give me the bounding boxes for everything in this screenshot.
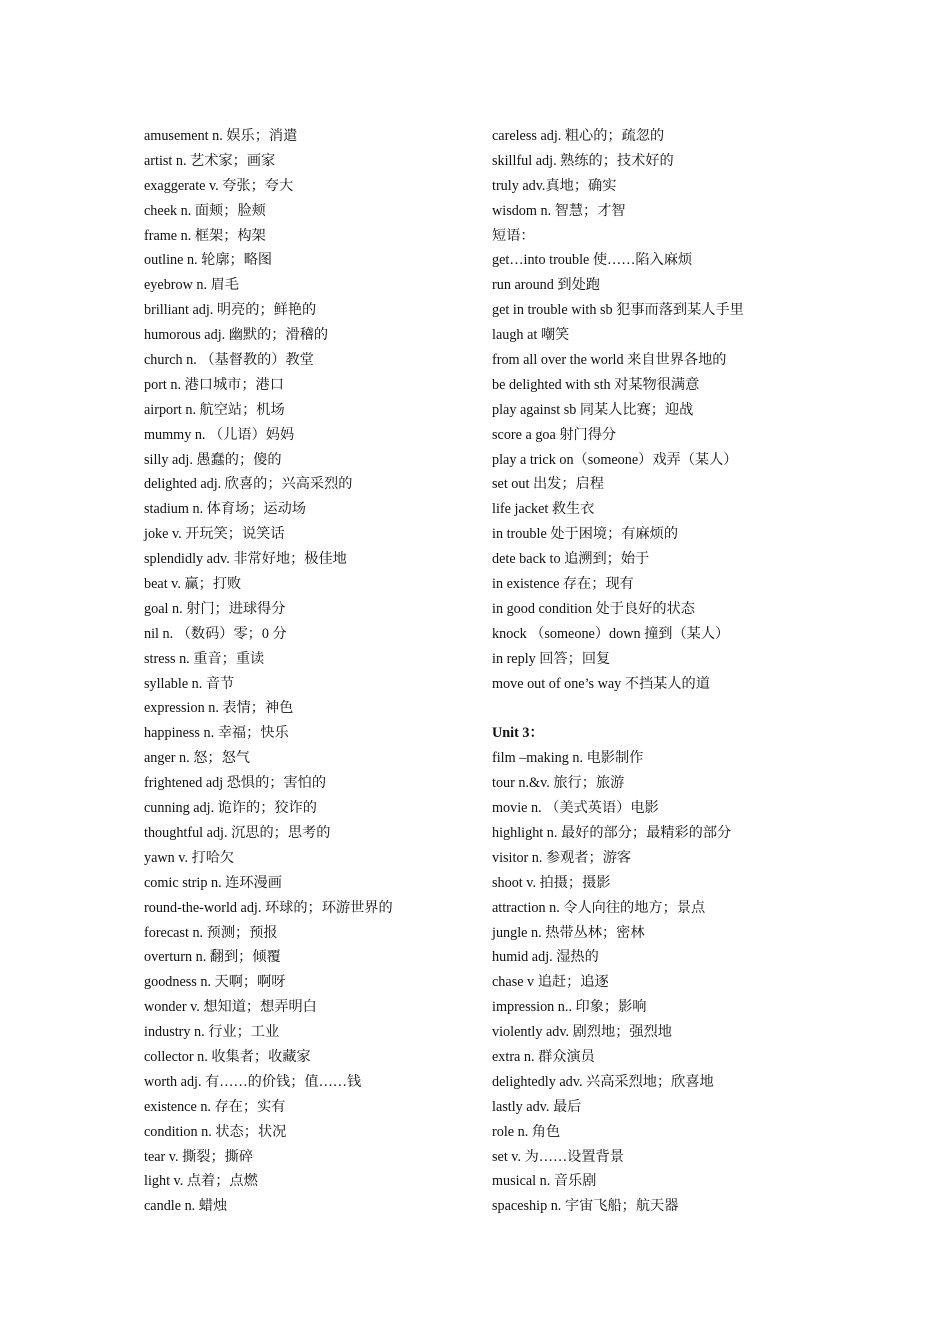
vocabulary-entry: airport n. 航空站；机场 (144, 401, 285, 418)
vocabulary-entry: light v. 点着；点燃 (144, 1173, 258, 1190)
vocabulary-entry: chase v 追赶；追逐 (492, 974, 609, 991)
vocabulary-entry: anger n. 怒；怒气 (144, 750, 250, 767)
vocabulary-entry: goodness n. 天啊；啊呀 (144, 974, 286, 991)
vocabulary-entry: score a goa 射门得分 (492, 426, 617, 443)
vocabulary-entry: jungle n. 热带丛林；密林 (492, 924, 645, 941)
vocabulary-entry: existence n. 存在；实有 (144, 1098, 286, 1115)
vocabulary-entry: brilliant adj. 明亮的；鲜艳的 (144, 302, 317, 319)
vocabulary-entry: port n. 港口城市；港口 (144, 376, 284, 393)
vocabulary-column-left (144, 124, 474, 1219)
vocabulary-entry: highlight n. 最好的部分；最精彩的部分 (492, 824, 732, 841)
vocabulary-entry: visitor n. 参观者；游客 (492, 849, 632, 866)
vocabulary-entry: spaceship n. 宇宙飞船；航天器 (492, 1198, 679, 1215)
vocabulary-entry: cunning adj. 诡诈的；狡诈的 (144, 800, 317, 817)
vocabulary-column-right (492, 124, 912, 1219)
vocabulary-entry: run around 到处跑 (492, 277, 600, 294)
vocabulary-entry: in trouble 处于困境；有麻烦的 (492, 526, 679, 543)
vocabulary-entry: shoot v. 拍摄；摄影 (492, 874, 611, 891)
vocabulary-entry: happiness n. 幸福；快乐 (144, 725, 289, 742)
vocabulary-entry: set out 出发；启程 (492, 476, 604, 493)
vocabulary-entry: get…into trouble 使……陷入麻烦 (492, 252, 693, 269)
vocabulary-entry: syllable n. 音节 (144, 675, 235, 692)
vocabulary-entry: comic strip n. 连环漫画 (144, 874, 282, 891)
vocabulary-entry: humid adj. 湿热的 (492, 949, 599, 966)
vocabulary-entry: frightened adj 恐惧的；害怕的 (144, 775, 327, 792)
vocabulary-entry: condition n. 状态；状况 (144, 1123, 287, 1140)
vocabulary-entry: tour n.&v. 旅行；旅游 (492, 775, 625, 792)
vocabulary-entry: thoughtful adj. 沉思的；思考的 (144, 824, 331, 841)
vocabulary-entry: life jacket 救生衣 (492, 501, 595, 518)
vocabulary-entry: lastly adv. 最后 (492, 1098, 582, 1115)
vocabulary-entry: humorous adj. 幽默的；滑稽的 (144, 327, 329, 344)
vocabulary-entry: joke v. 开玩笑；说笑话 (144, 526, 285, 543)
vocabulary-entry: round-the-world adj. 环球的；环游世界的 (144, 899, 393, 916)
vocabulary-entry: amusement n. 娱乐；消遣 (144, 128, 298, 144)
vocabulary-entry: dete back to 追溯到；始于 (492, 551, 650, 568)
vocabulary-entry: from all over the world 来自世界各地的 (492, 352, 727, 369)
vocabulary-entry: musical n. 音乐剧 (492, 1173, 597, 1190)
vocabulary-entry: skillful adj. 熟练的；技术好的 (492, 152, 674, 169)
vocabulary-entry: wonder v. 想知道；想弄明白 (144, 999, 317, 1016)
vocabulary-entry: impression n.. 印象；影响 (492, 999, 647, 1016)
vocabulary-entry: set v. 为……设置背景 (492, 1148, 624, 1165)
unit-heading: Unit 3： (492, 725, 544, 742)
vocabulary-entry: play a trick on（someone）戏弄（某人） (492, 451, 738, 468)
vocabulary-entry: splendidly adv. 非常好地；极佳地 (144, 551, 347, 568)
vocabulary-entry: wisdom n. 智慧；才智 (492, 202, 626, 219)
vocabulary-entry: extra n. 群众演员 (492, 1048, 595, 1065)
vocabulary-entry: move out of one’s way 不挡某人的道 (492, 675, 710, 692)
vocabulary-entry: laugh at 嘲笑 (492, 327, 570, 344)
vocabulary-entry: be delighted with sth 对某物很满意 (492, 376, 700, 393)
vocabulary-entry: candle n. 蜡烛 (144, 1198, 228, 1215)
vocabulary-entry: violently adv. 剧烈地；强烈地 (492, 1024, 672, 1041)
vocabulary-entry: movie n. （美式英语）电影 (492, 800, 659, 817)
vocabulary-entry: knock （someone）down 撞到（某人） (492, 625, 730, 642)
vocabulary-entry: goal n. 射门；进球得分 (144, 600, 286, 617)
blank-line (492, 696, 912, 721)
vocabulary-entry: silly adj. 愚蠢的；傻的 (144, 451, 282, 468)
vocabulary-entry: eyebrow n. 眉毛 (144, 277, 239, 294)
vocabulary-entry: beat v. 赢；打败 (144, 576, 242, 593)
vocabulary-entry: church n. （基督教的）教堂 (144, 352, 314, 369)
vocabulary-entry: exaggerate v. 夸张；夸大 (144, 177, 294, 194)
vocabulary-entry: delighted adj. 欣喜的；兴高采烈的 (144, 476, 353, 493)
vocabulary-entry: industry n. 行业；工业 (144, 1024, 280, 1041)
vocabulary-entry: truly adv.真地；确实 (492, 177, 617, 194)
vocabulary-entry: tear v. 撕裂；撕碎 (144, 1148, 254, 1165)
vocabulary-entry: in good condition 处于良好的状态 (492, 600, 695, 617)
vocabulary-entry: frame n. 框架；构架 (144, 227, 266, 244)
vocabulary-entry: stadium n. 体育场；运动场 (144, 501, 306, 518)
vocabulary-entry: role n. 角色 (492, 1123, 561, 1140)
vocabulary-entry: expression n. 表情；神色 (144, 700, 294, 717)
vocabulary-entry: get in trouble with sb 犯事而落到某人手里 (492, 302, 744, 319)
vocabulary-entry: worth adj. 有……的价钱；值……钱 (144, 1073, 362, 1090)
vocabulary-entry: stress n. 重音；重读 (144, 650, 265, 667)
section-label: 短语： (492, 227, 535, 244)
vocabulary-entry: attraction n. 令人向往的地方；景点 (492, 899, 706, 916)
vocabulary-entry: forecast n. 预测；预报 (144, 924, 278, 941)
vocabulary-entry: delightedly adv. 兴高采烈地；欣喜地 (492, 1073, 714, 1090)
vocabulary-entry: mummy n. （儿语）妈妈 (144, 426, 295, 443)
vocabulary-entry: collector n. 收集者；收藏家 (144, 1048, 311, 1065)
vocabulary-entry: careless adj. 粗心的；疏忽的 (492, 128, 665, 144)
vocabulary-entry: yawn v. 打哈欠 (144, 849, 235, 866)
vocabulary-entry: artist n. 艺术家；画家 (144, 152, 276, 169)
vocabulary-entry: nil n. （数码）零；0 分 (144, 625, 287, 642)
vocabulary-entry: outline n. 轮廓；略图 (144, 252, 273, 269)
vocabulary-entry: play against sb 同某人比赛；迎战 (492, 401, 694, 418)
vocabulary-entry: in reply 回答；回复 (492, 650, 611, 667)
vocabulary-entry: in existence 存在；现有 (492, 576, 634, 593)
vocabulary-entry: cheek n. 面颊；脸颊 (144, 202, 266, 219)
vocabulary-entry: film –making n. 电影制作 (492, 750, 644, 767)
vocabulary-entry: overturn n. 翻到；倾覆 (144, 949, 281, 966)
